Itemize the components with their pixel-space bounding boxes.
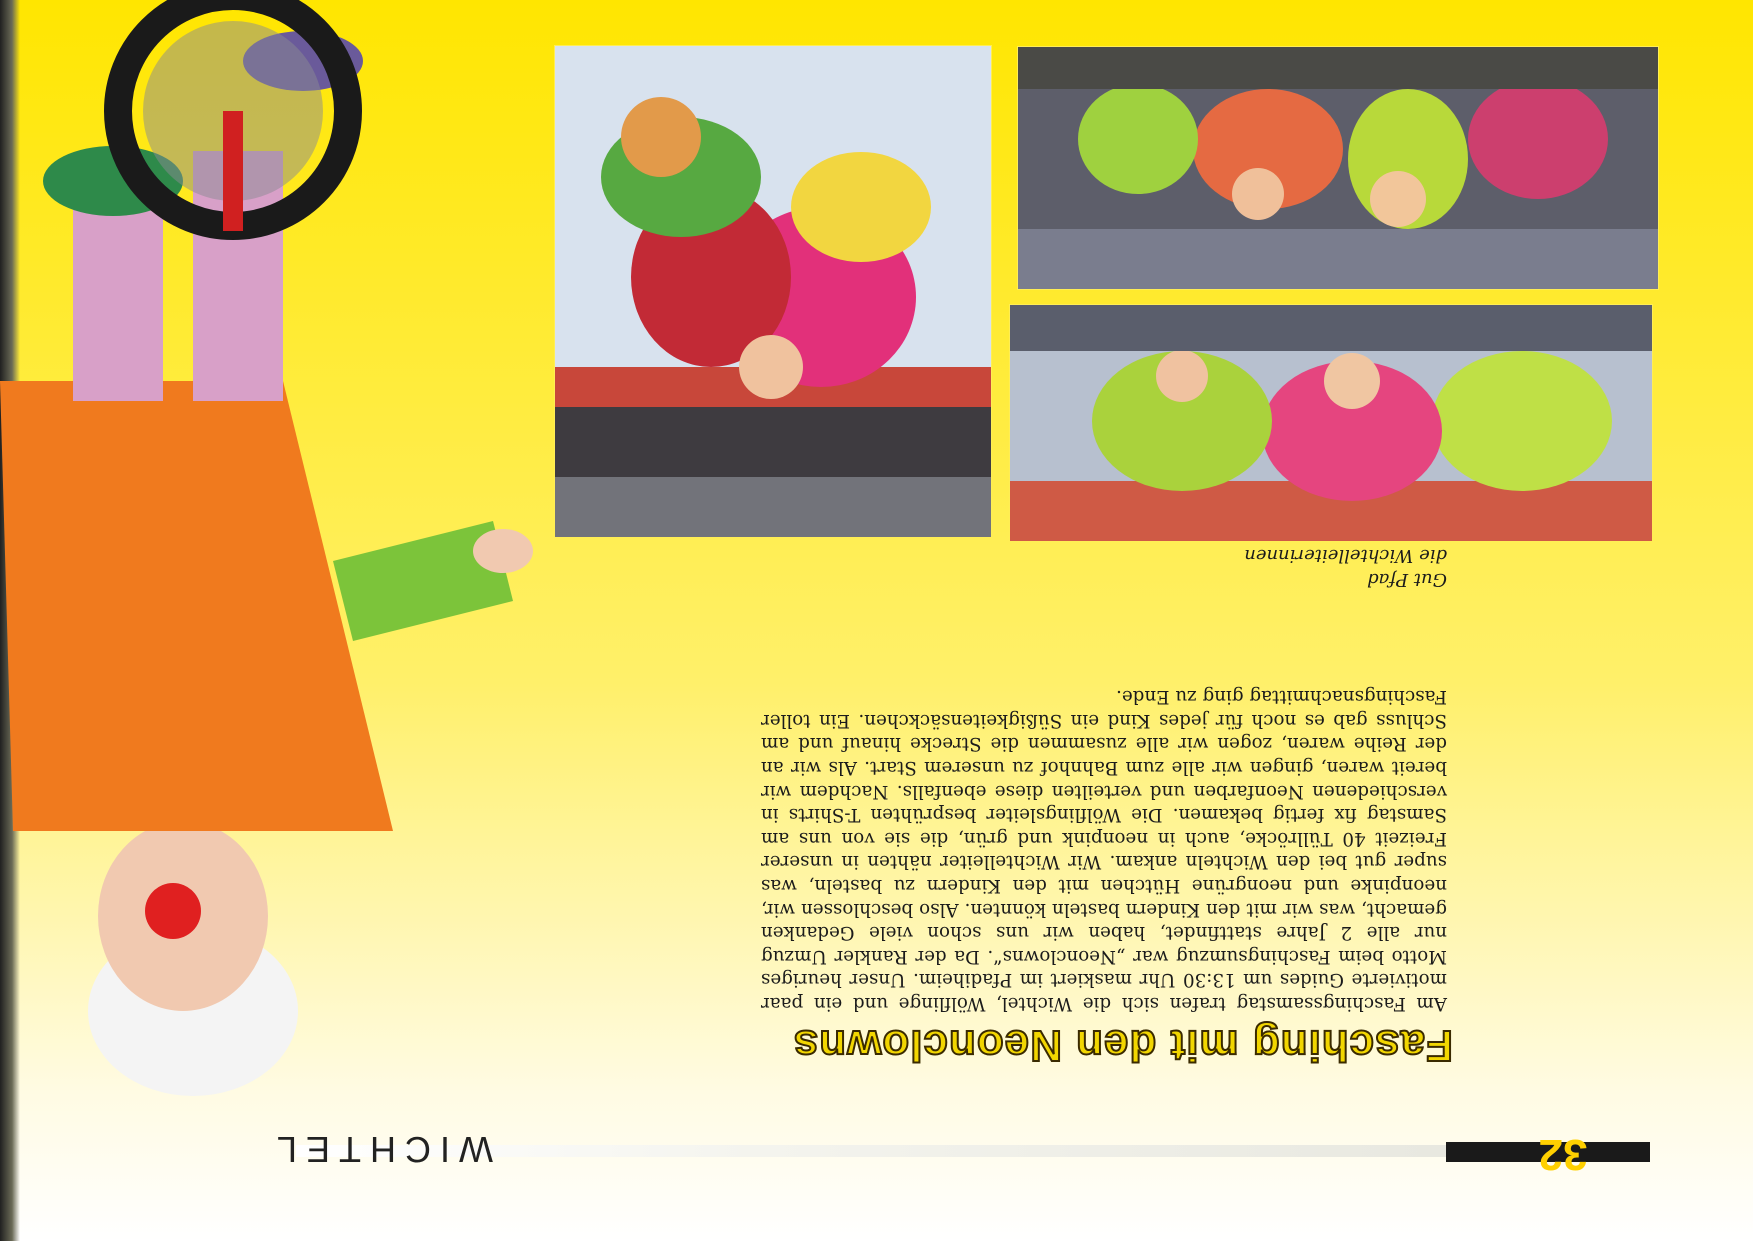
article-body [761,685,1447,1015]
article-title: Fasching mit den Neonclowns [792,1021,1453,1070]
page-number: 32 [1538,1130,1588,1179]
signature-line-1: Gut Pfad [1367,569,1447,590]
signature-line-2: die Wichtelleiterinnen [1244,545,1447,566]
photo-children-costumes-street [554,45,992,538]
photo-group-neon-clowns-image [1018,47,1658,289]
unicycle-clown-image [0,0,533,1161]
signature [1047,543,1447,591]
photo-neon-net-costumes-image [1010,305,1652,541]
photo-group-neon-clowns [1017,46,1659,290]
section-label: WICHTEL [268,1129,493,1170]
photo-children-costumes-street-image [555,46,991,537]
photo-neon-net-costumes [1009,304,1653,542]
article-paragraph: Am Faschingssamstag trafen sich die Wichtel, Wölflinge und ein paar motivierte Guides um 13:30 Uhr maskiert im Pfadiheim. Unser heuriges Motto beim Faschingsumzug war „Neonclowns“. Da der Rankler Umzug nur alle 2 Jahre stattfindet, haben wir uns schon viele Gedanken gemacht, was wir mit den Kindern basteln könnten. Also beschlossen wir, neonpinke und neongrüne Hütchen mit den Kindern zu basteln, was super gut bei den Wichteln ankam. Wir Wichtelleiter nähten in unserer Freizeit 40 Tüllröcke, auch in neonpink und grün, die sie von uns am Samstag fix fertig bekamen. Die Wölflingsleiter besprühten T-Shirts in verschiedenen Neonfarben und verteilten diese ebenfalls. Nachdem wir bereit waren, gingen wir alle zum Bahnhof zu unserem Start. Als wir an der Reihe waren, zogen wir alle zusammen die Strecke hinauf und am Schluss gab es noch für jedes Kind ein Süßigkeitensäckchen. Ein toller Faschingsnachmittag ging zu Ende. [761,686,1447,1014]
unicycle-clown-photo [0,0,533,1161]
